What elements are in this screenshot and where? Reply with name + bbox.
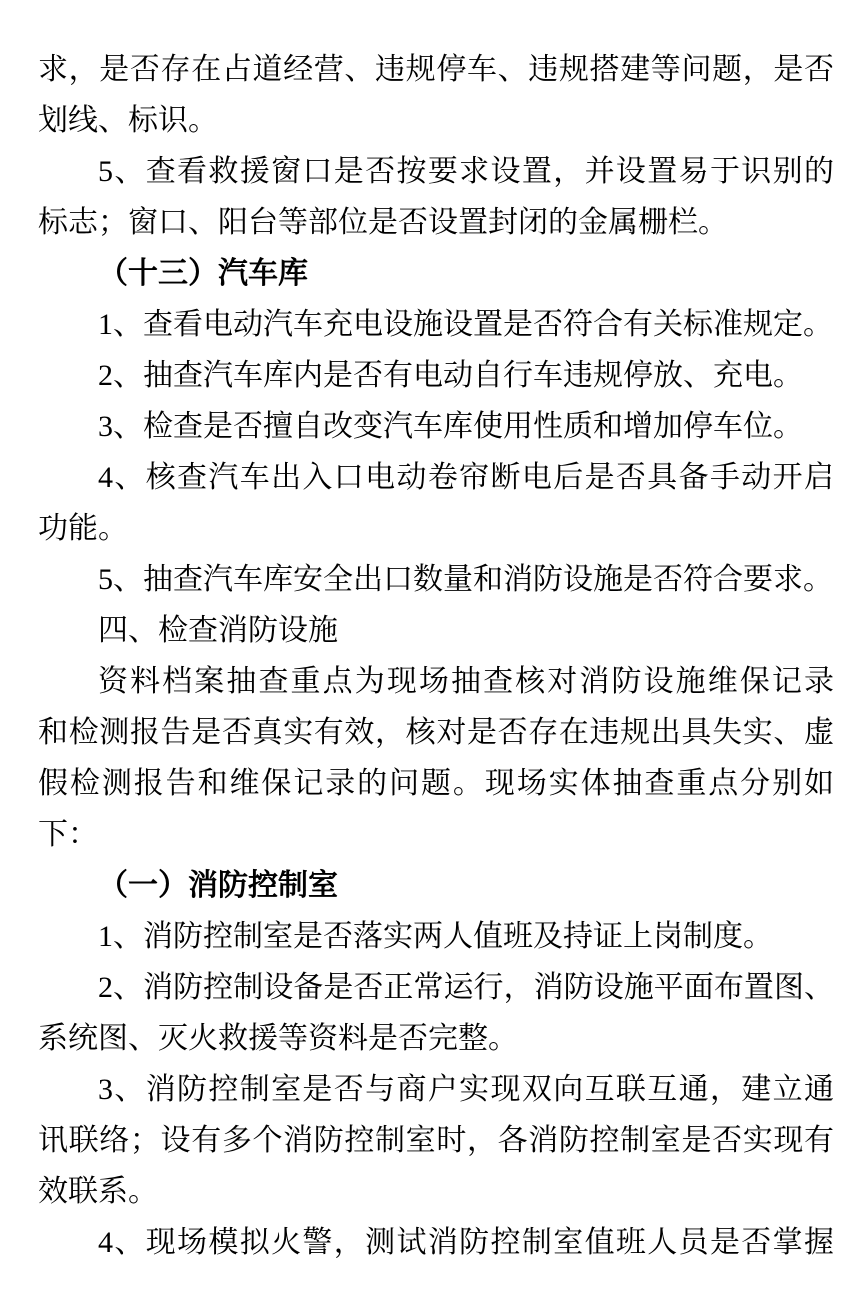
document-paragraph [38,452,834,554]
text-line: 和检测报告是否真实有效，核对是否存在违规出具失实、虚 [38,716,834,749]
document-paragraph [38,1064,834,1217]
text-line: 5、查看救援窗口是否按要求设置，并设置易于识别的 [98,155,834,188]
document-paragraph [38,299,834,350]
text-line: 2、抽查汽车库内是否有电动自行车违规停放、充电。 [98,359,803,392]
document-paragraph [38,44,834,146]
text-line: 四、检查消防设施 [98,614,338,647]
text-line: 资料档案抽查重点为现场抽查核对消防设施维保记录 [98,665,834,698]
document-paragraph [38,605,834,656]
text-line: 5、抽查汽车库安全出口数量和消防设施是否符合要求。 [98,563,833,596]
document-paragraph [38,401,834,452]
text-line: 系统图、灭火救援等资料是否完整。 [38,1022,518,1055]
document-paragraph [38,146,834,248]
text-line: 2、消防控制设备是否正常运行，消防设施平面布置图、 [98,971,834,1004]
text-line: 1、查看电动汽车充电设施设置是否符合有关标准规定。 [98,308,833,341]
document-paragraph [38,962,834,1064]
document-heading [38,248,834,299]
text-line: 3、消防控制室是否与商户实现双向互联互通，建立通 [98,1073,834,1106]
text-line: 假检测报告和维保记录的问题。现场实体抽查重点分别如 [38,767,834,800]
text-line: 下： [38,818,98,851]
heading-line: （十三）汽车库 [98,257,308,290]
text-line: 1、消防控制室是否落实两人值班及持证上岗制度。 [98,920,773,953]
text-line: 4、核查汽车出入口电动卷帘断电后是否具备手动开启 [98,461,834,494]
document-paragraph [38,554,834,605]
document-paragraph [38,656,834,860]
text-line: 效联系。 [38,1175,158,1208]
text-line: 求，是否存在占道经营、违规停车、违规搭建等问题，是否 [38,53,834,86]
text-line: 划线、标识。 [38,104,218,137]
document-heading [38,860,834,911]
text-line: 讯联络；设有多个消防控制室时，各消防控制室是否实现有 [38,1124,834,1157]
document-paragraph [38,350,834,401]
document-paragraph [38,1217,834,1268]
text-line: 标志；窗口、阳台等部位是否设置封闭的金属栅栏。 [38,206,728,239]
text-line: 4、现场模拟火警，测试消防控制室值班人员是否掌握 [98,1226,834,1259]
text-line: 功能。 [38,512,128,545]
document-body [38,44,834,1268]
text-line: 3、检查是否擅自改变汽车库使用性质和增加停车位。 [98,410,803,443]
document-paragraph [38,911,834,962]
heading-line: （一）消防控制室 [98,869,338,902]
